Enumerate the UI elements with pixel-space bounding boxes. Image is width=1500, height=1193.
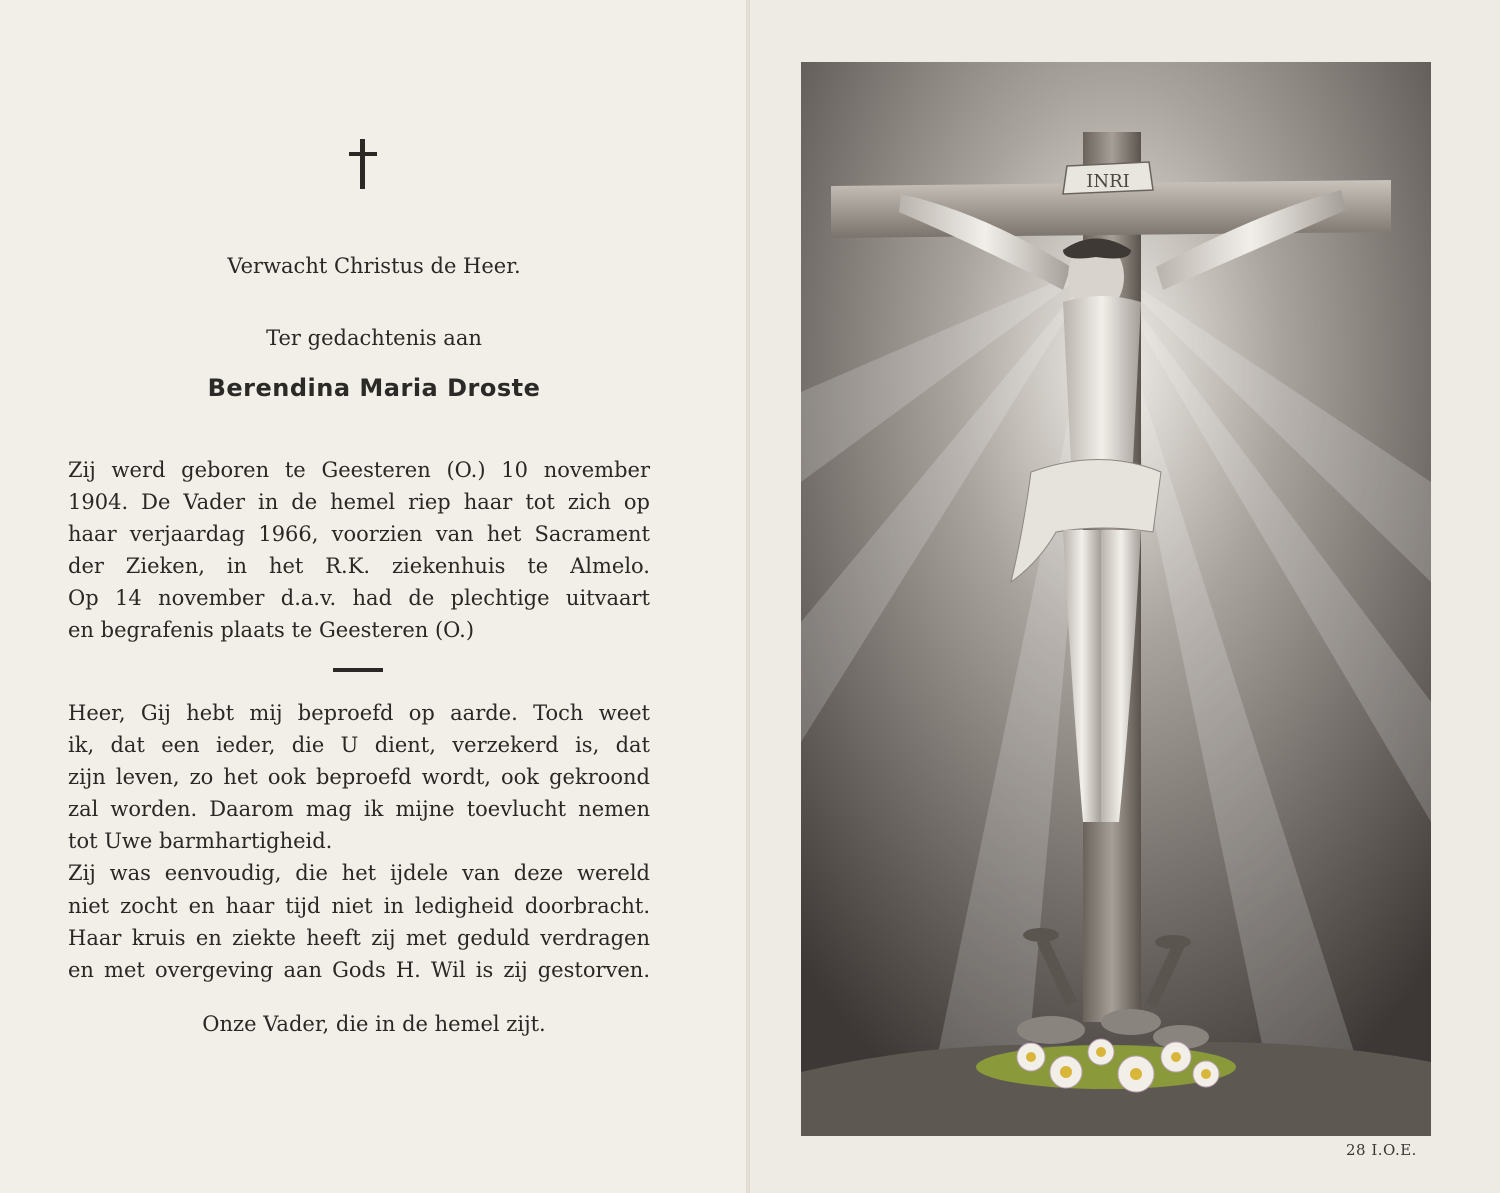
- cross-icon: [343, 135, 383, 191]
- biography-line: der Zieken, in het R.K. ziekenhuis te Almelo.: [68, 554, 650, 579]
- prayer-line: Haar kruis en ziekte heeft zij met geduld verdragen: [68, 925, 650, 950]
- biography-line: en begrafenis plaats te Geesteren (O.): [68, 618, 475, 643]
- deceased-name: Berendina Maria Droste: [207, 374, 541, 402]
- biography-line: haar verjaardag 1966, voorzien van het Sacrament: [68, 522, 650, 547]
- biography-line: Zij werd geboren te Geesteren (O.) 10 november: [68, 458, 650, 482]
- memorial-text-panel: [0, 0, 748, 1193]
- prayer-line: zal worden. Daarom mag ik mijne toevlucht nemen: [68, 797, 650, 822]
- prayer-line: tot Uwe barmhartigheid.: [68, 829, 333, 854]
- memory-line: Ter gedachtenis aan: [266, 326, 482, 350]
- prayer-line: Heer, Gij hebt mij beproefd op aarde. Toch weet: [68, 701, 650, 725]
- prayer-paragraph: [68, 697, 650, 986]
- prayer-line: Zij was eenvoudig, die het ijdele van deze wereld: [68, 861, 650, 886]
- section-divider: [333, 668, 383, 672]
- closing-line: Onze Vader, die in de hemel zijt.: [202, 1012, 546, 1036]
- prayer-line: zijn leven, zo het ook beproefd wordt, ook gekroond: [68, 765, 650, 790]
- printer-mark: 28 I.O.E.: [1346, 1141, 1417, 1159]
- prayer-line: niet zocht en haar tijd niet in ledigheid doorbracht.: [68, 893, 650, 918]
- crucifix-illustration: [801, 62, 1431, 1136]
- biography-line: Op 14 november d.a.v. had de plechtige uitvaart: [68, 586, 650, 611]
- intro-line: Verwacht Christus de Heer.: [227, 254, 521, 278]
- prayer-line: ik, dat een ieder, die U dient, verzekerd is, dat: [68, 733, 650, 758]
- biography-line: 1904. De Vader in de hemel riep haar tot zich op: [68, 490, 650, 515]
- biography-paragraph: [68, 454, 650, 647]
- inri-inscription: INRI: [1086, 171, 1130, 192]
- prayer-line: en met overgeving aan Gods H. Wil is zij gestorven.: [68, 957, 650, 982]
